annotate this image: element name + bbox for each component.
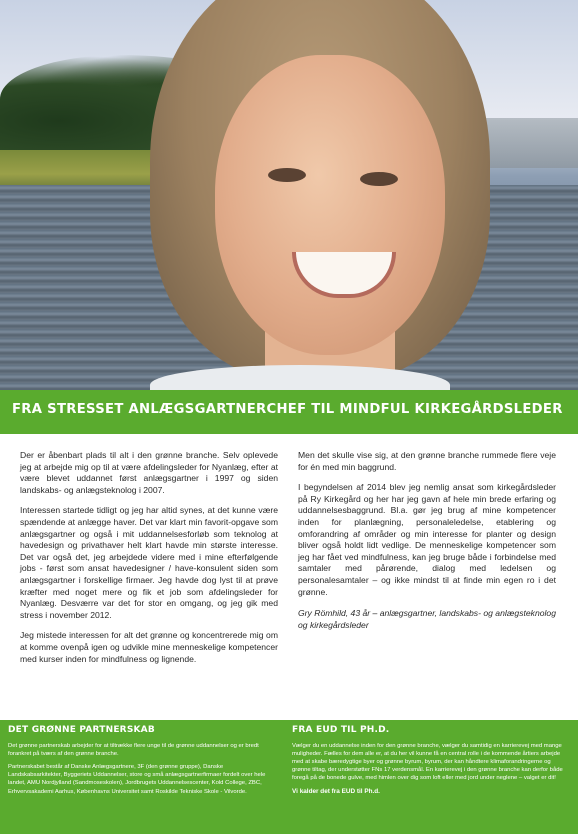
footer-band (0, 720, 578, 834)
photo-face (215, 55, 445, 355)
career-closing: Vi kalder det fra EUD til Ph.d. (292, 787, 380, 795)
career-paragraph: Vælger du en uddannelse inden for den grønne branche, vælger du samtidig en karrierevej med mange muligheder. Fælles for dem alle er, at du her vil kunne få en central rolle i de kommende årtiers arbejde med at skabe bæredygtige byer og grønne byrum, byrum, der kan håndtere klimaforandringerne og grønne tiltag, der understøtter FNs 17 verdensmål. En karrierevej i den grønne branche kan derfor både foregå på de bonede gulve, med himlen over dig som loft eller med jord under neglene – valget er dit! (292, 743, 563, 782)
partnership-box (8, 726, 276, 801)
partnership-heading: DET GRØNNE PARTNERSKAB (8, 725, 155, 735)
author-signature: Gry Römhild, 43 år – anlægsgartner, landskabs- og anlægsteknolog og kirkegårdsleder (298, 608, 556, 630)
portrait-photo (0, 0, 578, 390)
photo-eye-left (268, 168, 306, 182)
article-title: FRA STRESSET ANLÆGSGARTNERCHEF TIL MINDFUL KIRKEGÅRDSLEDER (12, 402, 563, 417)
article-paragraph: Men det skulle vise sig, at den grønne branche rummede flere veje for én med min baggrund. (298, 450, 556, 472)
article-column-right (298, 450, 556, 640)
photo-eye-right (360, 172, 398, 186)
article-column-left (20, 450, 278, 674)
article-paragraph: I begyndelsen af 2014 blev jeg nemlig ansat som kirkegårdsleder på Ry Kirkegård og her har jeg gavn af hele min brede erfaring og uddannelsesbaggrund. Bl.a. gør jeg brug af mine kompetencer inden for planlægning, personaleledelse, etablering og omforandring af områder og min interesse for planter og design bliver også holdt lidt vedlige. De menneskelige kompetencer som jeg har fået ved mindfulness, kan jeg bruge både i forbindelse med samtaler med pårørende, dialog med ledelsen og personalesamtaler – og ikke mindst til at finde min egen ro i det grønne. (298, 482, 556, 597)
article-paragraph: Der er åbenbart plads til alt i den grønne branche. Selv oplevede jeg at arbejde mig op til at være afdelingsleder for Nyanlæg, efter at være blevet uddannet først anlægsgartner i 1997 og siden landskabs- og anlægsteknolog i 2007. (20, 450, 278, 495)
article-paragraph: Interessen startede tidligt og jeg har altid synes, at det kunne være spændende at anlægge haver. Det var klart min favorit-opgave som anlægsgartner og også i mit uddannelsesforløb som teknolog at havedesign og privathaver helt klart havde min største interesse. Det var også det, jeg arbejdede videre med i mine efterfølgende jobs - først som ansat havedesigner / have-konsulent siden som anlægsgartner i forskellige firmaer. Jeg havde dog lyst til at prøve kræfter med noget mere og fik et job som afdelingsleder for Nyanlæg. Desværre var det for stor en omgang, og jeg gik med stress i november 2012. (20, 505, 278, 620)
title-band (0, 390, 578, 434)
partnership-paragraph: Partnerskabet består af Danske Anlægsgartnere, 3F (den grønne gruppe), Danske Landskabsarkitekter, Byggeriets Uddannelser, store og små anlægsgartnerfirmaer fordelt over hele landet, AMU Nordjylland (Sandmoseskolen), Jordbrugets Uddannelsescenter, Kold College, ZBC, Erhvervsakademi Aarhus, Københavns Universitet samt Roskilde Tekniske Skole - Vilvorde. (8, 764, 266, 795)
career-box (292, 726, 568, 801)
partnership-paragraph: Det grønne partnerskab arbejder for at tiltrække flere unge til de grønne uddannelser og er bredt forankret på tværs af den grønne branche. (8, 743, 259, 758)
career-heading: FRA EUD TIL PH.D. (292, 725, 390, 735)
article-paragraph: Jeg mistede interessen for alt det grønne og koncentrerede mig om at komme ovenpå igen og udvikle mine menneskelige kompetencer med kurser inden for mindfulness og lignende. (20, 630, 278, 664)
